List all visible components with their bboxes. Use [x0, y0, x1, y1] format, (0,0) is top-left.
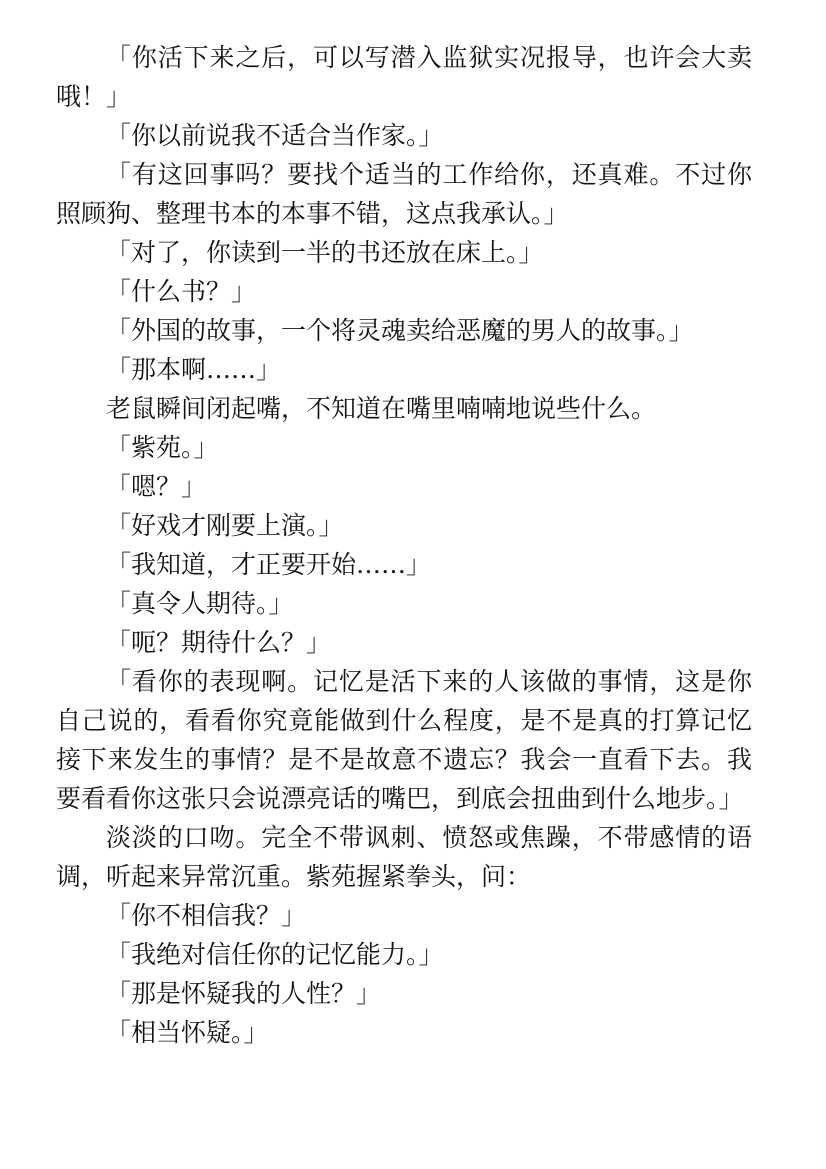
- paragraph: 「好戏才刚要上演。」: [106, 511, 344, 540]
- paragraph: 「你以前说我不适合当作家。」: [106, 121, 444, 150]
- paragraph: 「相当怀疑。」: [106, 1018, 269, 1047]
- paragraph: 「真令人期待。」: [106, 589, 294, 618]
- paragraph: 「外国的故事，一个将灵魂卖给恶魔的男人的故事。」: [106, 316, 694, 345]
- paragraph: 「我知道，才正要开始……」: [106, 550, 432, 579]
- paragraph: 「什么书？」: [106, 277, 257, 306]
- paragraph: 「有这回事吗？要找个适当的工作给你，还真难。不过你照顾狗、整理书本的本事不错，这点我承认。」: [56, 160, 752, 228]
- paragraph: 淡淡的口吻。完全不带讽刺、愤怒或焦躁，不带感情的语调，听起来异常沉重。紫苑握紧拳头，问：: [56, 823, 752, 891]
- paragraph: 老鼠瞬间闭起嘴，不知道在嘴里喃喃地说些什么。: [106, 394, 657, 423]
- paragraph: 「那本啊……」: [106, 355, 282, 384]
- paragraph: 「对了，你读到一半的书还放在床上。」: [106, 238, 544, 267]
- paragraph: 「我绝对信任你的记忆能力。」: [106, 940, 444, 969]
- paragraph: 「呃？期待什么？」: [106, 628, 332, 657]
- paragraph: 「看你的表现啊。记忆是活下来的人该做的事情，这是你自己说的，看看你究竟能做到什么程度，是不是真的打算记忆接下来发生的事情？是不是故意不遗忘？我会一直看下去。我要看看你这张只会说漂亮话的嘴巴，到底会扭曲到什么地步。」: [56, 667, 752, 813]
- document-page: [56, 38, 752, 1052]
- paragraph: 「那是怀疑我的人性？」: [106, 979, 382, 1008]
- paragraph: 「紫苑。」: [106, 433, 219, 462]
- paragraph: 「你活下来之后，可以写潜入监狱实况报导，也许会大卖哦！」: [56, 43, 752, 111]
- paragraph: 「你不相信我？」: [106, 901, 307, 930]
- paragraph: 「嗯？」: [106, 472, 207, 501]
